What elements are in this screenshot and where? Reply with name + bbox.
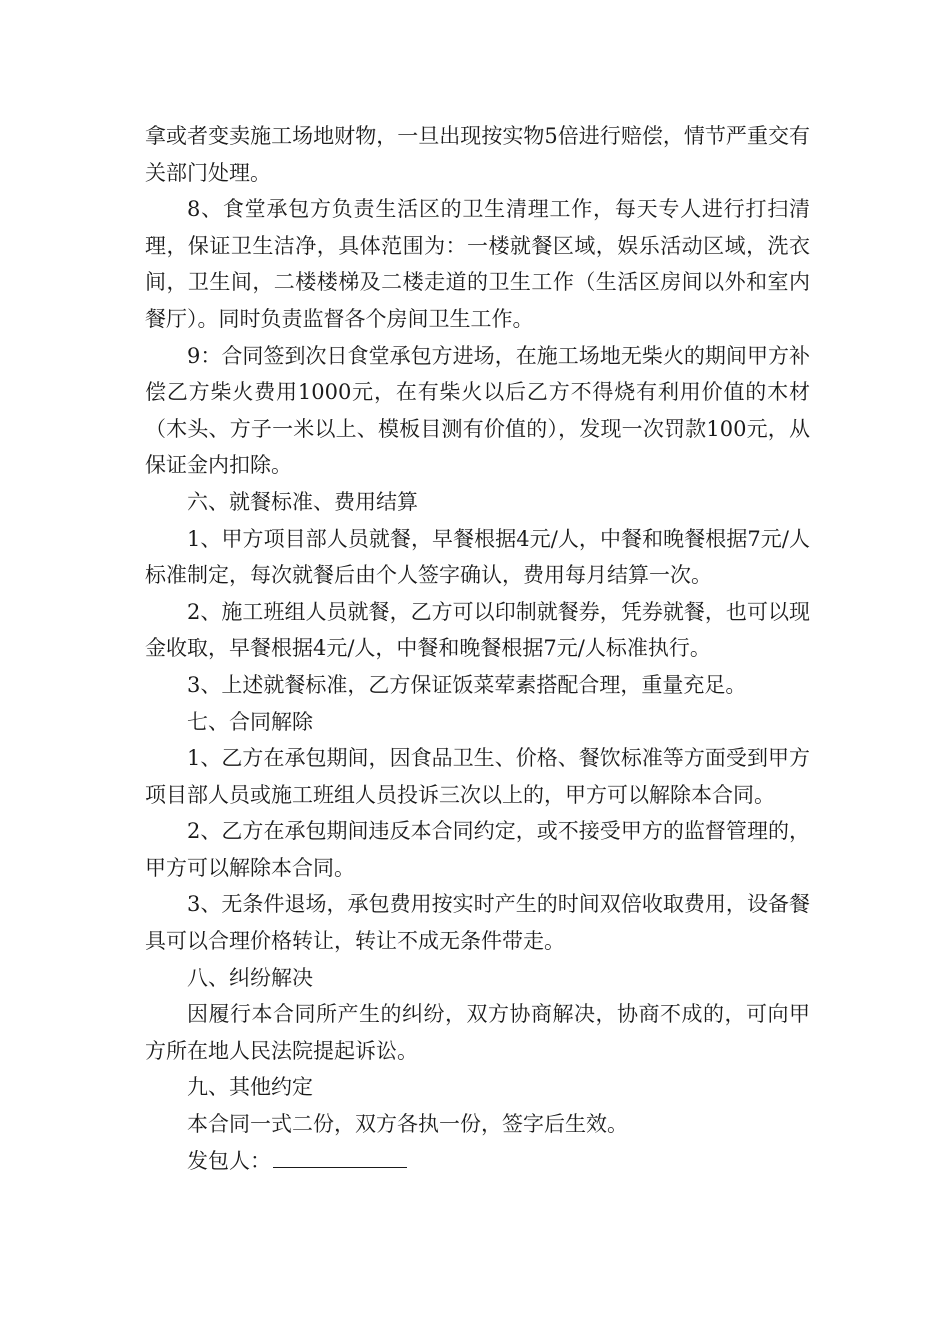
signature-label: 发包人： <box>187 1148 271 1173</box>
paragraph-continued: 拿或者变卖施工场地财物，一旦出现按实物5倍进行赔偿，情节严重交有关部门处理。 <box>145 124 810 185</box>
clause-6-1: 1、甲方项目部人员就餐，早餐根据4元/人，中餐和晚餐根据7元/人标准制定，每次就餐后由个人签字确认，费用每月结算一次。 <box>145 526 810 588</box>
signature-line <box>145 1143 810 1180</box>
clause-6-3: 3、上述就餐标准，乙方保证饭菜荤素搭配合理，重量充足。 <box>187 672 747 697</box>
section-heading-8: 八、纠纷解决 <box>187 965 313 990</box>
section-heading-7: 七、合同解除 <box>187 709 313 734</box>
clause-7-1: 1、乙方在承包期间，因食品卫生、价格、餐饮标准等方面受到甲方项目部人员或施工班组人员投诉三次以上的，甲方可以解除本合同。 <box>145 746 810 807</box>
clause-9-other: 本合同一式二份，双方各执一份，签字后生效。 <box>187 1112 628 1137</box>
clause-7-2: 2、乙方在承包期间违反本合同约定，或不接受甲方的监督管理的，甲方可以解除本合同。 <box>145 819 810 880</box>
clause-7-3: 3、无条件退场，承包费用按实时产生的时间双倍收取费用，设备餐具可以合理价格转让，转让不成无条件带走。 <box>145 892 810 954</box>
clause-6-2: 2、施工班组人员就餐，乙方可以印制就餐券，凭券就餐，也可以现金收取，早餐根据4元/人，中餐和晚餐根据7元/人标准执行。 <box>145 599 810 661</box>
document-body <box>145 118 810 1179</box>
signature-blank[interactable] <box>273 1145 407 1168</box>
section-heading-9: 九、其他约定 <box>187 1075 313 1100</box>
clause-8-dispute: 因履行本合同所产生的纠纷，双方协商解决，协商不成的，可向甲方所在地人民法院提起诉讼。 <box>145 1002 810 1063</box>
clause-9-firewood: 9：合同签到次日食堂承包方进场，在施工场地无柴火的期间甲方补偿乙方柴火费用1000元，在有柴火以后乙方不得烧有利用价值的木材（木头、方子一米以上、模板目测有价值的），发现一次罚款100元，从保证金内扣除。 <box>145 343 810 478</box>
section-heading-6: 六、就餐标准、费用结算 <box>187 489 418 514</box>
clause-8-canteen-cleaning: 8、食堂承包方负责生活区的卫生清理工作，每天专人进行打扫清理，保证卫生洁净，具体范围为：一楼就餐区域，娱乐活动区域，洗衣间，卫生间，二楼楼梯及二楼走道的卫生工作（生活区房间以外和室内餐厅）。同时负责监督各个房间卫生工作。 <box>145 197 810 331</box>
